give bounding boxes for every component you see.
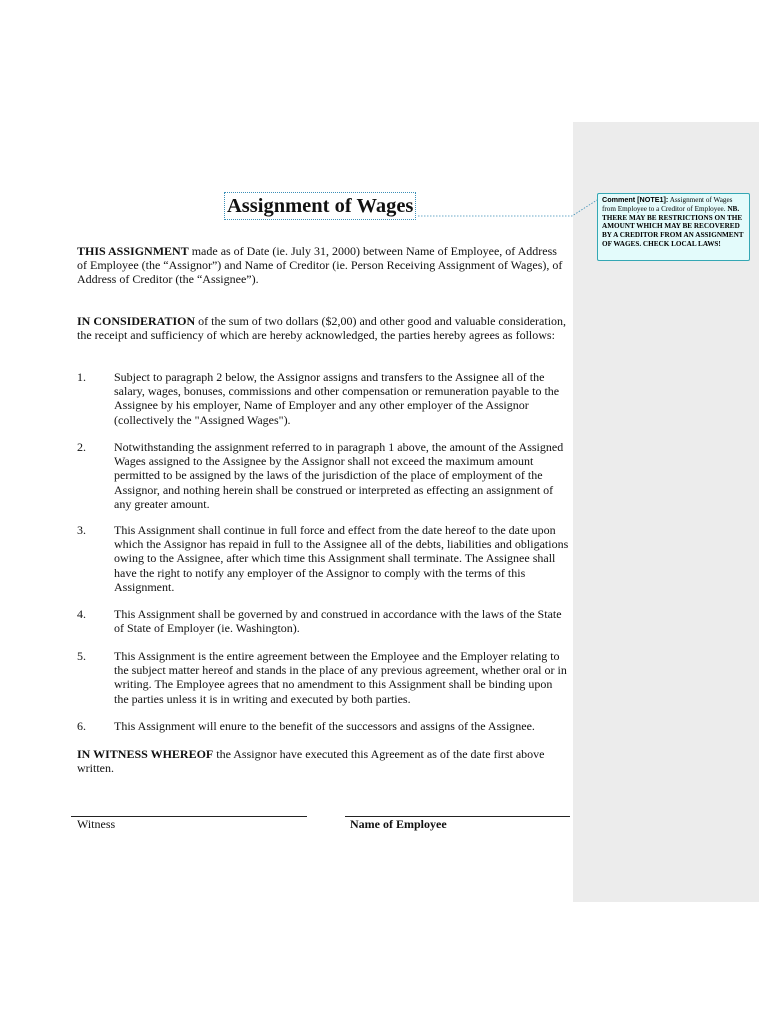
clause-number: 1.: [77, 370, 86, 384]
comment-balloon[interactable]: [597, 193, 750, 261]
consideration-lead: IN CONSIDERATION: [77, 314, 196, 328]
clause-number: 3.: [77, 523, 86, 537]
clause-text: Notwithstanding the assignment referred to in paragraph 1 above, the amount of the Assigned Wages assigned to the Assignee by the Assignor shall not exceed the maximum amount permitted to be assigned by the laws of the jurisdiction of the place of employment of the Assignor, and nothing herein shall be construed or interpreted as effecting an assignment of any greater amount.: [114, 440, 564, 511]
comment-tag: Comment [NOTE1]:: [602, 195, 669, 204]
witness-lead: IN WITNESS WHEREOF: [77, 747, 214, 761]
clause-text: This Assignment shall continue in full force and effect from the date hereof to the date upon which the Assignor has repaid in full to the Assignee all of the debts, liabilities and obligations owing to the Assignee, after which time this Assignment shall terminate. The Assignee shall have the right to notify any employer of the Assignor to comply with the terms of this Assignment.: [114, 523, 569, 594]
comment-warning: NB. THERE MAY BE RESTRICTIONS ON THE AMOUNT WHICH MAY BE RECOVERED BY A CREDITOR FROM AN ASSIGNMENT OF WAGES. CHECK LOCAL LAWS!: [602, 204, 744, 248]
witness-paragraph: [77, 747, 569, 775]
consideration-text: of the sum of two dollars ($2,00) and other good and valuable consideration, the receipt and sufficiency of which are hereby acknowledged, the parties hereby agrees as follows:: [77, 314, 567, 343]
witness-signature-label: Witness: [77, 817, 116, 831]
clause-number: 5.: [77, 649, 86, 663]
clause-text: This Assignment is the entire agreement between the Employee and the Employer relating to the subject matter hereof and stands in the place of any previous agreement, whether oral or in writing. The Employee agrees that no amendment to this Assignment shall be binding upon the parties unless it is in writing and executed by both parties.: [114, 649, 567, 706]
clause-text: This Assignment will enure to the benefit of the successors and assigns of the Assignee.: [114, 719, 535, 733]
clause-number: 4.: [77, 607, 86, 621]
intro-text: made as of Date (ie. July 31, 2000) between Name of Employee, of Address of Employee (the “Assignor”) and Name of Creditor (ie. Person Receiving Assignment of Wages), of Address of Creditor (the “Assignee”).: [77, 244, 563, 287]
witness-text: the Assignor have executed this Agreement as of the date first above written.: [77, 747, 545, 776]
clause-text: Subject to paragraph 2 below, the Assignor assigns and transfers to the Assignee all of the salary, wages, bonuses, commissions and other compensation or remuneration payable to the Assignee by his employer, Name of Employer and any other employer of the Assignor (collectively the "Assigned Wages").: [114, 370, 560, 427]
comment-text: Assignment of Wages from Employee to a Creditor of Employee.: [602, 196, 733, 213]
intro-lead: THIS ASSIGNMENT: [77, 244, 189, 258]
employee-signature-label: Name of Employee: [350, 817, 447, 831]
consideration-paragraph: [77, 314, 569, 342]
clause-text: This Assignment shall be governed by and construed in accordance with the laws of the State of State of Employer (ie. Washington).: [114, 607, 562, 636]
document-title: Assignment of Wages: [224, 192, 416, 220]
clause-number: 6.: [77, 719, 86, 733]
clause-number: 2.: [77, 440, 86, 454]
intro-paragraph: [77, 244, 569, 287]
